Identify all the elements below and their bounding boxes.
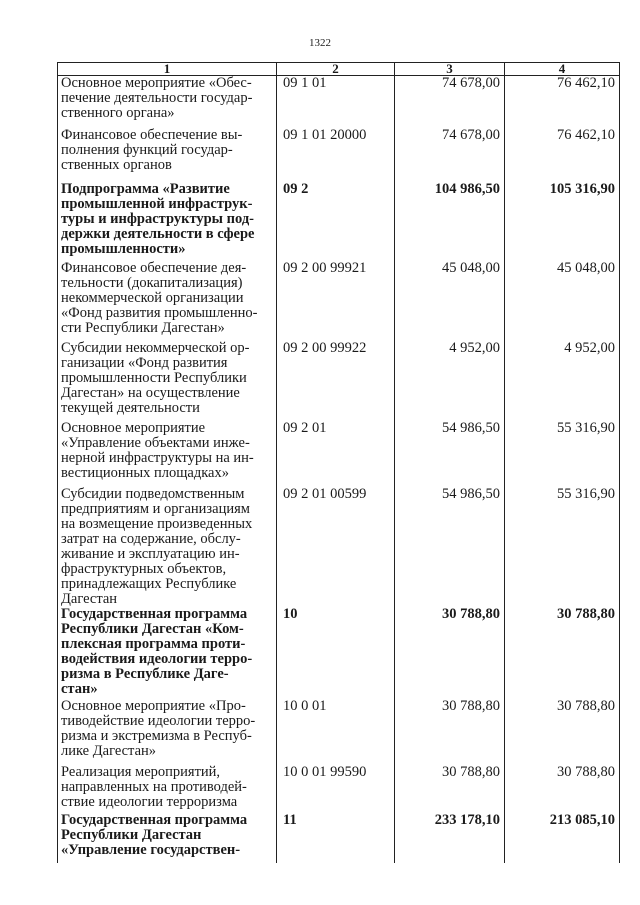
table-row [58,341,620,421]
row-name-cell: Субсидии некоммерческой ор- ганизации «Фонд развития промышленности Республики Дагестан» на осуществление текущей деятельности [58,341,277,421]
row-code-cell: 09 2 01 00599 [277,487,395,607]
table-row [58,261,620,341]
row-value-col3-cell: 104 986,50 [395,182,505,261]
row-value-col4-cell: 45 048,00 [505,261,620,341]
row-name-cell: Подпрограмма «Развитие промышленной инфраструк- туры и инфраструктуры под- держки деятельности в сфере промышленности» [58,182,277,261]
row-value-col4-cell: 76 462,10 [505,128,620,182]
row-name-cell: Субсидии подведомственным предприятиям и организациям на возмещение произведенных затрат на содержание, обслу- живание и эксплуатацию ин- фраструктурных объектов, принадлежащих Республике Дагестан [58,487,277,607]
header-col-2: 2 [277,63,395,76]
row-code-cell: 10 0 01 [277,699,395,765]
table-row [58,765,620,813]
row-code-cell: 10 0 01 99590 [277,765,395,813]
table-row [58,182,620,261]
row-value-col3-cell: 45 048,00 [395,261,505,341]
row-value-col4-cell: 105 316,90 [505,182,620,261]
table-row [58,813,620,863]
row-name-cell: Основное мероприятие «Управление объектами инже- нерной инфраструктуры на ин- вестиционных площадках» [58,421,277,487]
table-row [58,699,620,765]
table-row [58,76,620,128]
row-value-col3-cell: 233 178,10 [395,813,505,863]
row-code-cell: 11 [277,813,395,863]
row-code-cell: 09 2 01 [277,421,395,487]
table-row [58,128,620,182]
header-col-4: 4 [505,63,620,76]
row-value-col3-cell: 54 986,50 [395,421,505,487]
table-row [58,607,620,699]
row-value-col4-cell: 30 788,80 [505,607,620,699]
row-value-col3-cell: 54 986,50 [395,487,505,607]
page-number: 1322 [309,37,331,49]
row-code-cell: 10 [277,607,395,699]
row-value-col3-cell: 30 788,80 [395,607,505,699]
row-code-cell: 09 2 00 99921 [277,261,395,341]
row-name-cell: Государственная программа Республики Дагестан «Ком- плексная программа проти- водействия идеологии терро- ризма в Республике Даге- стан» [58,607,277,699]
header-row [58,63,620,76]
row-code-cell: 09 1 01 20000 [277,128,395,182]
header-col-1: 1 [58,63,277,76]
row-value-col4-cell: 213 085,10 [505,813,620,863]
row-value-col4-cell: 30 788,80 [505,699,620,765]
row-value-col4-cell: 55 316,90 [505,421,620,487]
row-name-cell: Реализация мероприятий, направленных на противодей- ствие идеологии терроризма [58,765,277,813]
row-value-col4-cell: 30 788,80 [505,765,620,813]
row-value-col3-cell: 74 678,00 [395,128,505,182]
row-name-cell: Основное мероприятие «Обес- печение деятельности государ- ственного органа» [58,76,277,128]
budget-table [57,62,620,863]
table-row [58,421,620,487]
row-value-col4-cell: 76 462,10 [505,76,620,128]
row-value-col3-cell: 4 952,00 [395,341,505,421]
row-name-cell: Государственная программа Республики Дагестан «Управление государствен- [58,813,277,863]
row-code-cell: 09 2 00 99922 [277,341,395,421]
row-name-cell: Финансовое обеспечение дея- тельности (докапитализация) некоммерческой организации «Фонд развития промышленно- сти Республики Дагестан» [58,261,277,341]
row-value-col4-cell: 55 316,90 [505,487,620,607]
row-code-cell: 09 2 [277,182,395,261]
row-value-col3-cell: 30 788,80 [395,699,505,765]
table-row [58,487,620,607]
row-value-col3-cell: 74 678,00 [395,76,505,128]
row-name-cell: Финансовое обеспечение вы- полнения функций государ- ственных органов [58,128,277,182]
row-name-cell: Основное мероприятие «Про- тиводействие идеологии терро- ризма и экстремизма в Респуб- лике Дагестан» [58,699,277,765]
row-value-col4-cell: 4 952,00 [505,341,620,421]
row-value-col3-cell: 30 788,80 [395,765,505,813]
header-col-3: 3 [395,63,505,76]
row-code-cell: 09 1 01 [277,76,395,128]
